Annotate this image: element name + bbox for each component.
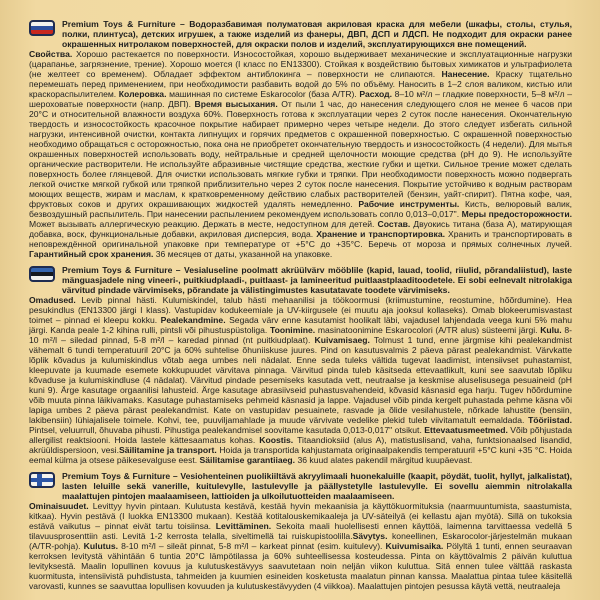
section-finnish — [29, 471, 572, 591]
product-intro-russian: Premium Toys & Furniture – Водоразбавимая полуматовая акриловая краска для мебели (шкафы, столы, стулья, полки, плинтуса), детских игрушек, а также изделий из фанеры, ДВП, ДСП и ЛДСП. Не подходит для окраски ранее окрашенных нитролаком поверхностей, для окраски полов и изделий, эксплуатирующихся вне помещений. — [62, 19, 572, 49]
product-intro-estonian: Premium Toys & Furniture – Vesialuseline poolmatt akrüülvärv mööblile (kapid, lauad, toolid, riiulid, põrandaliistud), laste mänguasjadele ning vineeri-, puitkiudplaadi-, puitlaast- ja lamineeritud puitlaastplaaditoodetele. Ei sobi eelnevalt nitrolakiga värvitud pindade värvimiseks, põrandate ja välistingimustes kasutatavate toodete värvimiseks. — [62, 265, 572, 295]
instructions-finnish: Ominaisuudet. Levittyy hyvin pintaan. Kulutusta kestävä, kestää hyvin mekaanisia ja käyttökuormituksia (naarmuuntumista, saastumista, kitkaa). Hyvin pestävä (I luokka EN13300 mukaan). Kestää kotitalouskemikaaleja ja UV-säteilyä (ei kellastu ajan myötä). Sillä on tukoksia estävä vaikutus – pinnat eivät tartu toisiinsa. Levittäminen. Sekoita maali huolellisesti ennen käyttöä, laimenna tarvittaessa vedellä 5 tilavuusprosenttiin asti. Levitä 1-2 kerrosta telalla, siveltimellä tai ruiskupistoolilla.Sävytys. koneellinen, Eskarocolor-järjestelmän mukaan (A/TR-pohja). Kulutus. 8-10 m²/l – sileät pinnat, 5-8 m²/l – karkeat pinnat (esim. kuitulevy). Kuivumisaika. Pölyltä 1 tunti, ennen seuraavan kerroksen levitystä vähintään 6 tuntia 20°C lämpötilassa ja 60% suhteellisessa kosteudessa. Pinta on käyttövalmis 2 päivän kuluttua levityksestä. Maalin lopullinen kovuus ja kulutuskestävyys saavutetaan noin neljän viikon kuluttua. Sitä ennen tulee välttää raskasta kuormitusta, intensiivistä puhdistusta, tahmeiden ja kuumien esineiden kosketusta maalatun pinnan kanssa. Maalattua pintaa tulee käsitellä varovasti, kunnes se saavuttaa lopullisen kovuuden ja kulutuskestävyyden (4 viikkoa). Maalattujen pintojen pesussa käytä vettä, neutraaleja — [29, 501, 573, 591]
instructions-estonian: Omadused. Levib pinnal hästi. Kulumiskindel, talub hästi mehaanilisi ja töökoormusi (kriimustumine, reostumine, hõõrdumine). Hea pesukindlus (EN13300 järgi I klass). Vastupidav kodukeemiale ja UV-kiirgusele (ei muutu aja jooksul kollaseks). Omab blokeerumisvastast toimet – pinnad ei kleepu kokku. Pealekandmine. Segada värv enne kasutamist hoolikalt läbi, vajadusel lahjendada veega kuni 5% mahu järgi. Kanda peale 1-2 kihina rulli, pintsli või pihustuspüstoliga. Toonimine. masinatoonimine Eskarocolori (A/TR alus) süsteemi järgi. Kulu. 8-10 m²/l – siledad pinnad, 5-8 m²/l – karedad pinnad (nt puitkiudplaat). Kuivamisaeg. Tolmust 1 tund, enne järgmise kihi pealekandmist vähemalt 6 tundi temperatuuril 20°C ja 60% suhtelise õhuniiskuse juures. Pind on kasutusvalmis 2 päeva pärast pealekandmist. Värvkatte lõplik kõvadus ja kulumiskindlus võtab aega umbes neli nädalat. Enne seda tuleks vältida tugevat laadimist, intensiivset puhastamist, kleepuvate ja kuumade esemete kokkupuudet värvitava pinnaga. Värvitud pinda tuleb käsitseda ettevaatlikult, kuni see saavutab lõpliku kõvaduse ja kulumiskindluse (4 nädalat). Värvitud pindade pesemiseks kasutada vett, neutraalse ja keskmise aluselisusega pesuaineid (pH kuni 9). Ärge kasutage orgaanilisi lahusteid. Ärge kasutage abrasiivseid puhastusvahendeid, kõvasid käsnasid ega harju. Tugev hõõrdumine võib muuta pinna läikivamaks. Kasutage puhastamiseks pehmeid käsnasid ja lappe. Vajadusel võib pinda kergelt puhastada pehme käsna või lapiga umbes 2 päeva pärast pealekandmist. Kate on vastupidav pesuainete, rasvade ja õlide vesilahustele, nõrkade lahustite (bensiin, lakibensiin) lühiajalisele toimele. Kohvi, tee, puuviljamahlade ja muude värvivate vedelike plekid tuleb viivitamatult eemaldada. Tööriistad. Pintsel, veluurrull, õhuvaba pihusti. Pihustiga pealekandmisel soovitame kasutada 0,013-0,017" otsikut. Ettevaatusmeetmed. Võib põhjustada allergilist reaktsiooni. Hoida lastele kättesaamatus kohas. Koostis. Titaandioksiid (alus A), matistuslisand, vaha, funktsionaalsed lisandid, akrüüldispersioon, vesi.Säilitamine ja transport. Hoida ja transportida kahjustamata originaalpakendis temperatuuril +5°C kuni +35 °C. Hoida eemal külma ja otsese päikesevalguse eest. Säilitamise garantiiaeg. 36 kuud alates pakendil märgitud kuupäevast. — [29, 295, 573, 465]
section-russian — [29, 19, 572, 259]
product-intro-finnish: Premium Toys & Furniture – Vesiohenteinen puolikiiltävä akryylimaali huonekaluille (kaapit, pöydät, tuolit, hyllyt, jalkalistat), lasten leluille sekä vanerille, kuitulevylle, lastulevylle ja päällystetylle lastulevylle. Ei sovellu aiemmin nitrolakalla maalattujen pintojen maalaamiseen, lattioiden ja ulkoilutuotteiden maalaamiseen. — [62, 471, 572, 501]
instructions-russian: Свойства. Хорошо растекается по поверхности. Износостойкая, хорошо выдерживает механические и эксплуатационные нагрузки (царапанье, загрязнение, трение). Хорошо моется (I класс по EN13300). Стойкая к воздействию бытовых химикатов и ультрафиолета (не желтеет со временем). Обладает эффектом антиблокинга – поверхности не слипаются. Нанесение. Краску тщательно перемешать перед применением, при необходимости разбавить водой до 5% по объёму. Наносить в 1–2 слоя валиком, кистью или краскораспылителем. Колеровка. машинная по системе Eskarocolor (база A/TR). Расход. 8–10 м²/л – гладкие поверхности, 5–8 м²/л –шероховатые поверхности (напр. ДВП). Время высыхания. От пыли 1 час, до нанесения следующего слоя не менее 6 часов при 20°C и относительной влажности воздуха 60%. Поверхность готова к эксплуатации через 2 суток после нанесения. Окончательную твердость и износостойкость красочное покрытие набирает примерно через четыре недели. До этого следует избегать сильной нагрузки, интенсивной очистки, контакта липнущих и горячих предметов с окрашенной поверхностью. С окрашенной поверхностью необходимо обращаться с осторожностью, пока она не приобретет окончательную твердость и износостойкость (4 недели). Для мытья окрашенных поверхностей использовать воду, нейтральные и средней щелочности моющие средства (pH до 9). Не используйте органические растворители. Не используйте абразивные чистящие средства, жесткие губки и щетки. Сильное трение может сделать поверхность более глянцевой. Для очистки использовать мягкие губки и тряпки. При необходимости поверхность можно подвергать легкой очистке мягкой губкой или тряпкой приблизительно через 2 суток после нанесения. Покрытие устойчиво к водным растворам моющих веществ, жирам и маслам, к кратковременному действию слабых растворителей (бензин, уайт-спирит). Пятна кофе, чая, фруктовых соков и других окрашивающих жидкостей удалять немедленно. Рабочие инструменты. Кисть, велюровый валик, безвоздушный распылитель. При нанесении распылением рекомендуем использовать сопло 0,013–0,017". Меры предосторожности. Может вызывать аллергическую реакцию. Держать в месте, недоступном для детей. Состав. Двуокись титана (база А), матирующая добавка, воск, функциональные добавки, акриловая дисперсия, вода. Хранение и транспортировка. Хранить и транспортировать в неповреждённой оригинальной упаковке при температуре от +5°С до +35°С. Беречь от мороза и прямых солнечных лучей. Гарантийный срок хранения. 36 месяцев от даты, указанной на упаковке. — [29, 49, 573, 259]
estonia-flag-icon — [29, 266, 55, 282]
russia-flag-icon — [29, 20, 55, 36]
section-estonian — [29, 265, 572, 465]
finland-flag-icon — [29, 472, 55, 488]
